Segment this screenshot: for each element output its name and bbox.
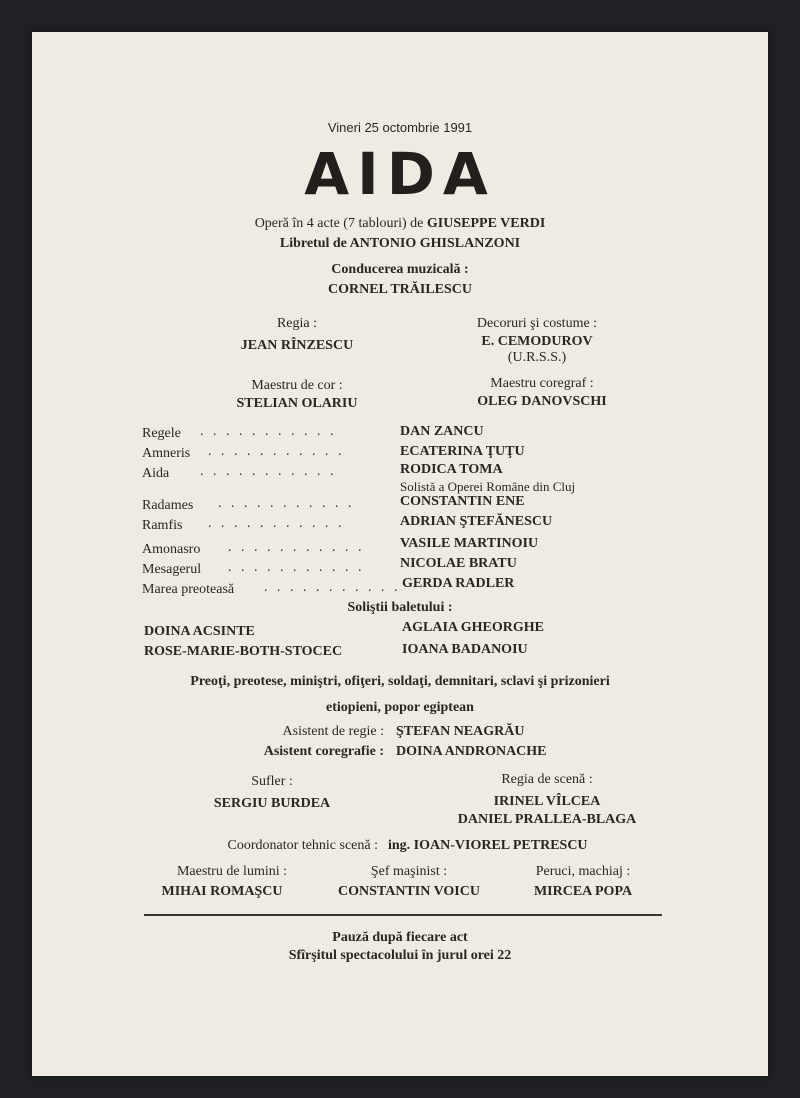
tech-coordinator-label: Coordonator tehnic scenă : — [227, 838, 378, 853]
choreographer-label: Maestru coregraf : — [490, 376, 594, 391]
assistant-choreo-name: DOINA ANDRONACHE — [396, 744, 547, 759]
cast-role-amneris: Amneris — [142, 446, 191, 461]
composer: GIUSEPPE VERDI — [426, 216, 546, 231]
assistant-choreo-label: Asistent coregrafie : — [263, 744, 384, 759]
chorus-name: STELIAN OLARIU — [236, 396, 358, 411]
sets-label: Decoruri şi costume : — [476, 316, 598, 331]
cast-role-ramfis: Ramfis — [142, 518, 183, 533]
lighting-name: MIHAI ROMAŞCU — [161, 884, 283, 899]
cast-dots: . . . . . . . . . . . — [228, 540, 365, 555]
tech-coordinator-name: ing. IOAN-VIOREL PETRESCU — [388, 838, 588, 853]
cast-singer: VASILE MARTINOIU — [400, 536, 539, 551]
sets-note: (U.R.S.S.) — [507, 350, 567, 365]
sets-name: E. CEMODUROV — [481, 334, 593, 349]
footer-end-time: Sfîrşitul spectacolului în jurul orei 22 — [288, 948, 512, 963]
librettist: ANTONIO GHISLANZONI — [349, 236, 521, 251]
performance-date: Vineri 25 octombrie 1991 — [327, 120, 473, 135]
cast-role-mesagerul: Mesagerul — [142, 562, 202, 577]
footer-intermission: Pauză după fiecare act — [332, 930, 468, 945]
stage-director: IRINEL VÎLCEA — [493, 794, 601, 809]
direction-name: JEAN RÎNZESCU — [240, 338, 354, 353]
conductor-label: Conducerea muzicală : — [331, 262, 469, 277]
program-sheet — [32, 32, 768, 1076]
cast-singer: GERDA RADLER — [402, 576, 515, 591]
stage-direction-label: Regia de scenă : — [501, 772, 593, 787]
conductor-name: CORNEL TRĂILESCU — [327, 282, 473, 297]
cast-singer: DAN ZANCU — [400, 424, 484, 439]
cast-role-marea-preoteasa: Marea preoteasă — [142, 582, 235, 597]
cast-role-amonasro: Amonasro — [142, 542, 201, 557]
cast-dots: . . . . . . . . . . . — [264, 580, 401, 595]
ballet-label: Soliştii baletului : — [347, 600, 453, 615]
choreographer-name: OLEG DANOVSCHI — [477, 394, 607, 409]
lighting-label: Maestru de lumini : — [176, 864, 288, 879]
machinist-name: CONSTANTIN VOICU — [338, 884, 480, 899]
ballet-soloist: IOANA BADANOIU — [402, 642, 528, 657]
cast-dots: . . . . . . . . . . . — [200, 424, 337, 439]
cast-singer: ADRIAN ŞTEFĂNESCU — [400, 514, 553, 529]
assistant-director-name: ŞTEFAN NEAGRĂU — [396, 724, 525, 739]
cast-singer: CONSTANTIN ENE — [400, 494, 525, 509]
cast-dots: . . . . . . . . . . . — [228, 560, 365, 575]
cast-singer: NICOLAE BRATU — [400, 556, 517, 571]
cast-role-aida: Aida — [142, 466, 170, 481]
cast-dots: . . . . . . . . . . . — [200, 464, 337, 479]
ballet-soloist: ROSE-MARIE-BOTH-STOCEC — [144, 644, 343, 659]
direction-label: Regia : — [276, 316, 318, 331]
ensemble-line-2: etiopieni, popor egiptean — [326, 700, 474, 715]
cast-singer-note: Solistă a Operei Române din Cluj — [400, 479, 576, 494]
prompter-label: Sufler : — [251, 774, 293, 789]
ballet-soloist: DOINA ACSINTE — [144, 624, 255, 639]
cast-dots: . . . . . . . . . . . — [208, 444, 345, 459]
cast-singer: RODICA TOMA — [400, 462, 503, 477]
cast-role-regele: Regele — [142, 426, 181, 441]
ballet-soloist: AGLAIA GHEORGHE — [402, 620, 544, 635]
opera-prefix: Operă în 4 acte (7 tablouri) de — [254, 216, 424, 231]
opera-title: AIDA — [304, 140, 496, 208]
libretto-prefix: Libretul de — [279, 236, 347, 251]
libretto-line — [32, 236, 768, 252]
stage-director: DANIEL PRALLEA-BLAGA — [457, 812, 637, 827]
prompter-name: SERGIU BURDEA — [213, 796, 331, 811]
chorus-label: Maestru de cor : — [251, 378, 343, 393]
makeup-label: Peruci, machiaj : — [535, 864, 631, 879]
divider — [144, 914, 662, 916]
makeup-name: MIRCEA POPA — [533, 884, 633, 899]
cast-role-radames: Radames — [142, 498, 194, 513]
ensemble-line-1: Preoţi, preotese, miniştri, ofiţeri, soldaţi, demnitari, sclavi şi prizonieri — [190, 674, 610, 689]
cast-dots: . . . . . . . . . . . — [208, 516, 345, 531]
cast-singer: ECATERINA ŢUŢU — [400, 444, 525, 459]
opera-description — [32, 216, 768, 232]
assistant-director-label: Asistent de regie : — [282, 724, 384, 739]
cast-dots: . . . . . . . . . . . — [218, 496, 355, 511]
machinist-label: Şef maşinist : — [370, 864, 448, 879]
